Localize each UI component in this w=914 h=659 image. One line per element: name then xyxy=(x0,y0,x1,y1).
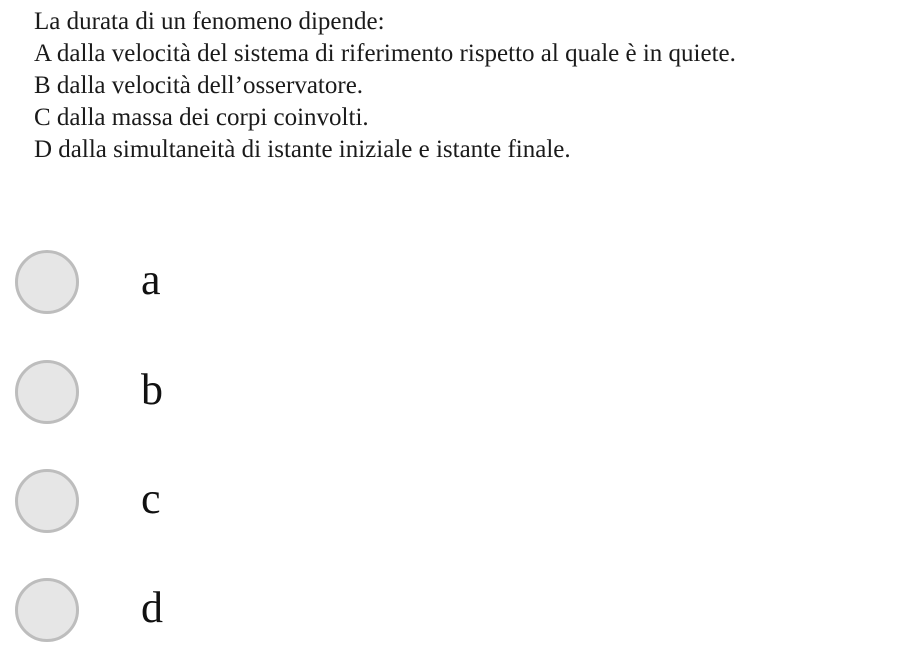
choice-b-text: B dalla velocità dell’osservatore. xyxy=(34,72,364,99)
radio-button-d[interactable] xyxy=(15,578,79,642)
option-label-a: a xyxy=(141,255,161,304)
choice-a-text: A dalla velocità del sistema di riferimento rispetto al quale è in quiete. xyxy=(34,40,736,67)
answer-option-b[interactable] xyxy=(15,360,275,436)
option-label-b: b xyxy=(141,365,163,414)
choice-c-text: C dalla massa dei corpi coinvolti. xyxy=(34,104,369,131)
radio-button-a[interactable] xyxy=(15,250,79,314)
answer-option-c[interactable] xyxy=(15,469,275,545)
option-label-c: c xyxy=(141,474,161,523)
answer-option-d[interactable] xyxy=(15,578,275,654)
radio-button-b[interactable] xyxy=(15,360,79,424)
choice-d-text: D dalla simultaneità di istante iniziale e istante finale. xyxy=(34,136,571,163)
option-label-d: d xyxy=(141,583,163,632)
question-stem: La durata di un fenomeno dipende: xyxy=(34,8,385,35)
answer-option-a[interactable] xyxy=(15,250,275,326)
radio-button-c[interactable] xyxy=(15,469,79,533)
